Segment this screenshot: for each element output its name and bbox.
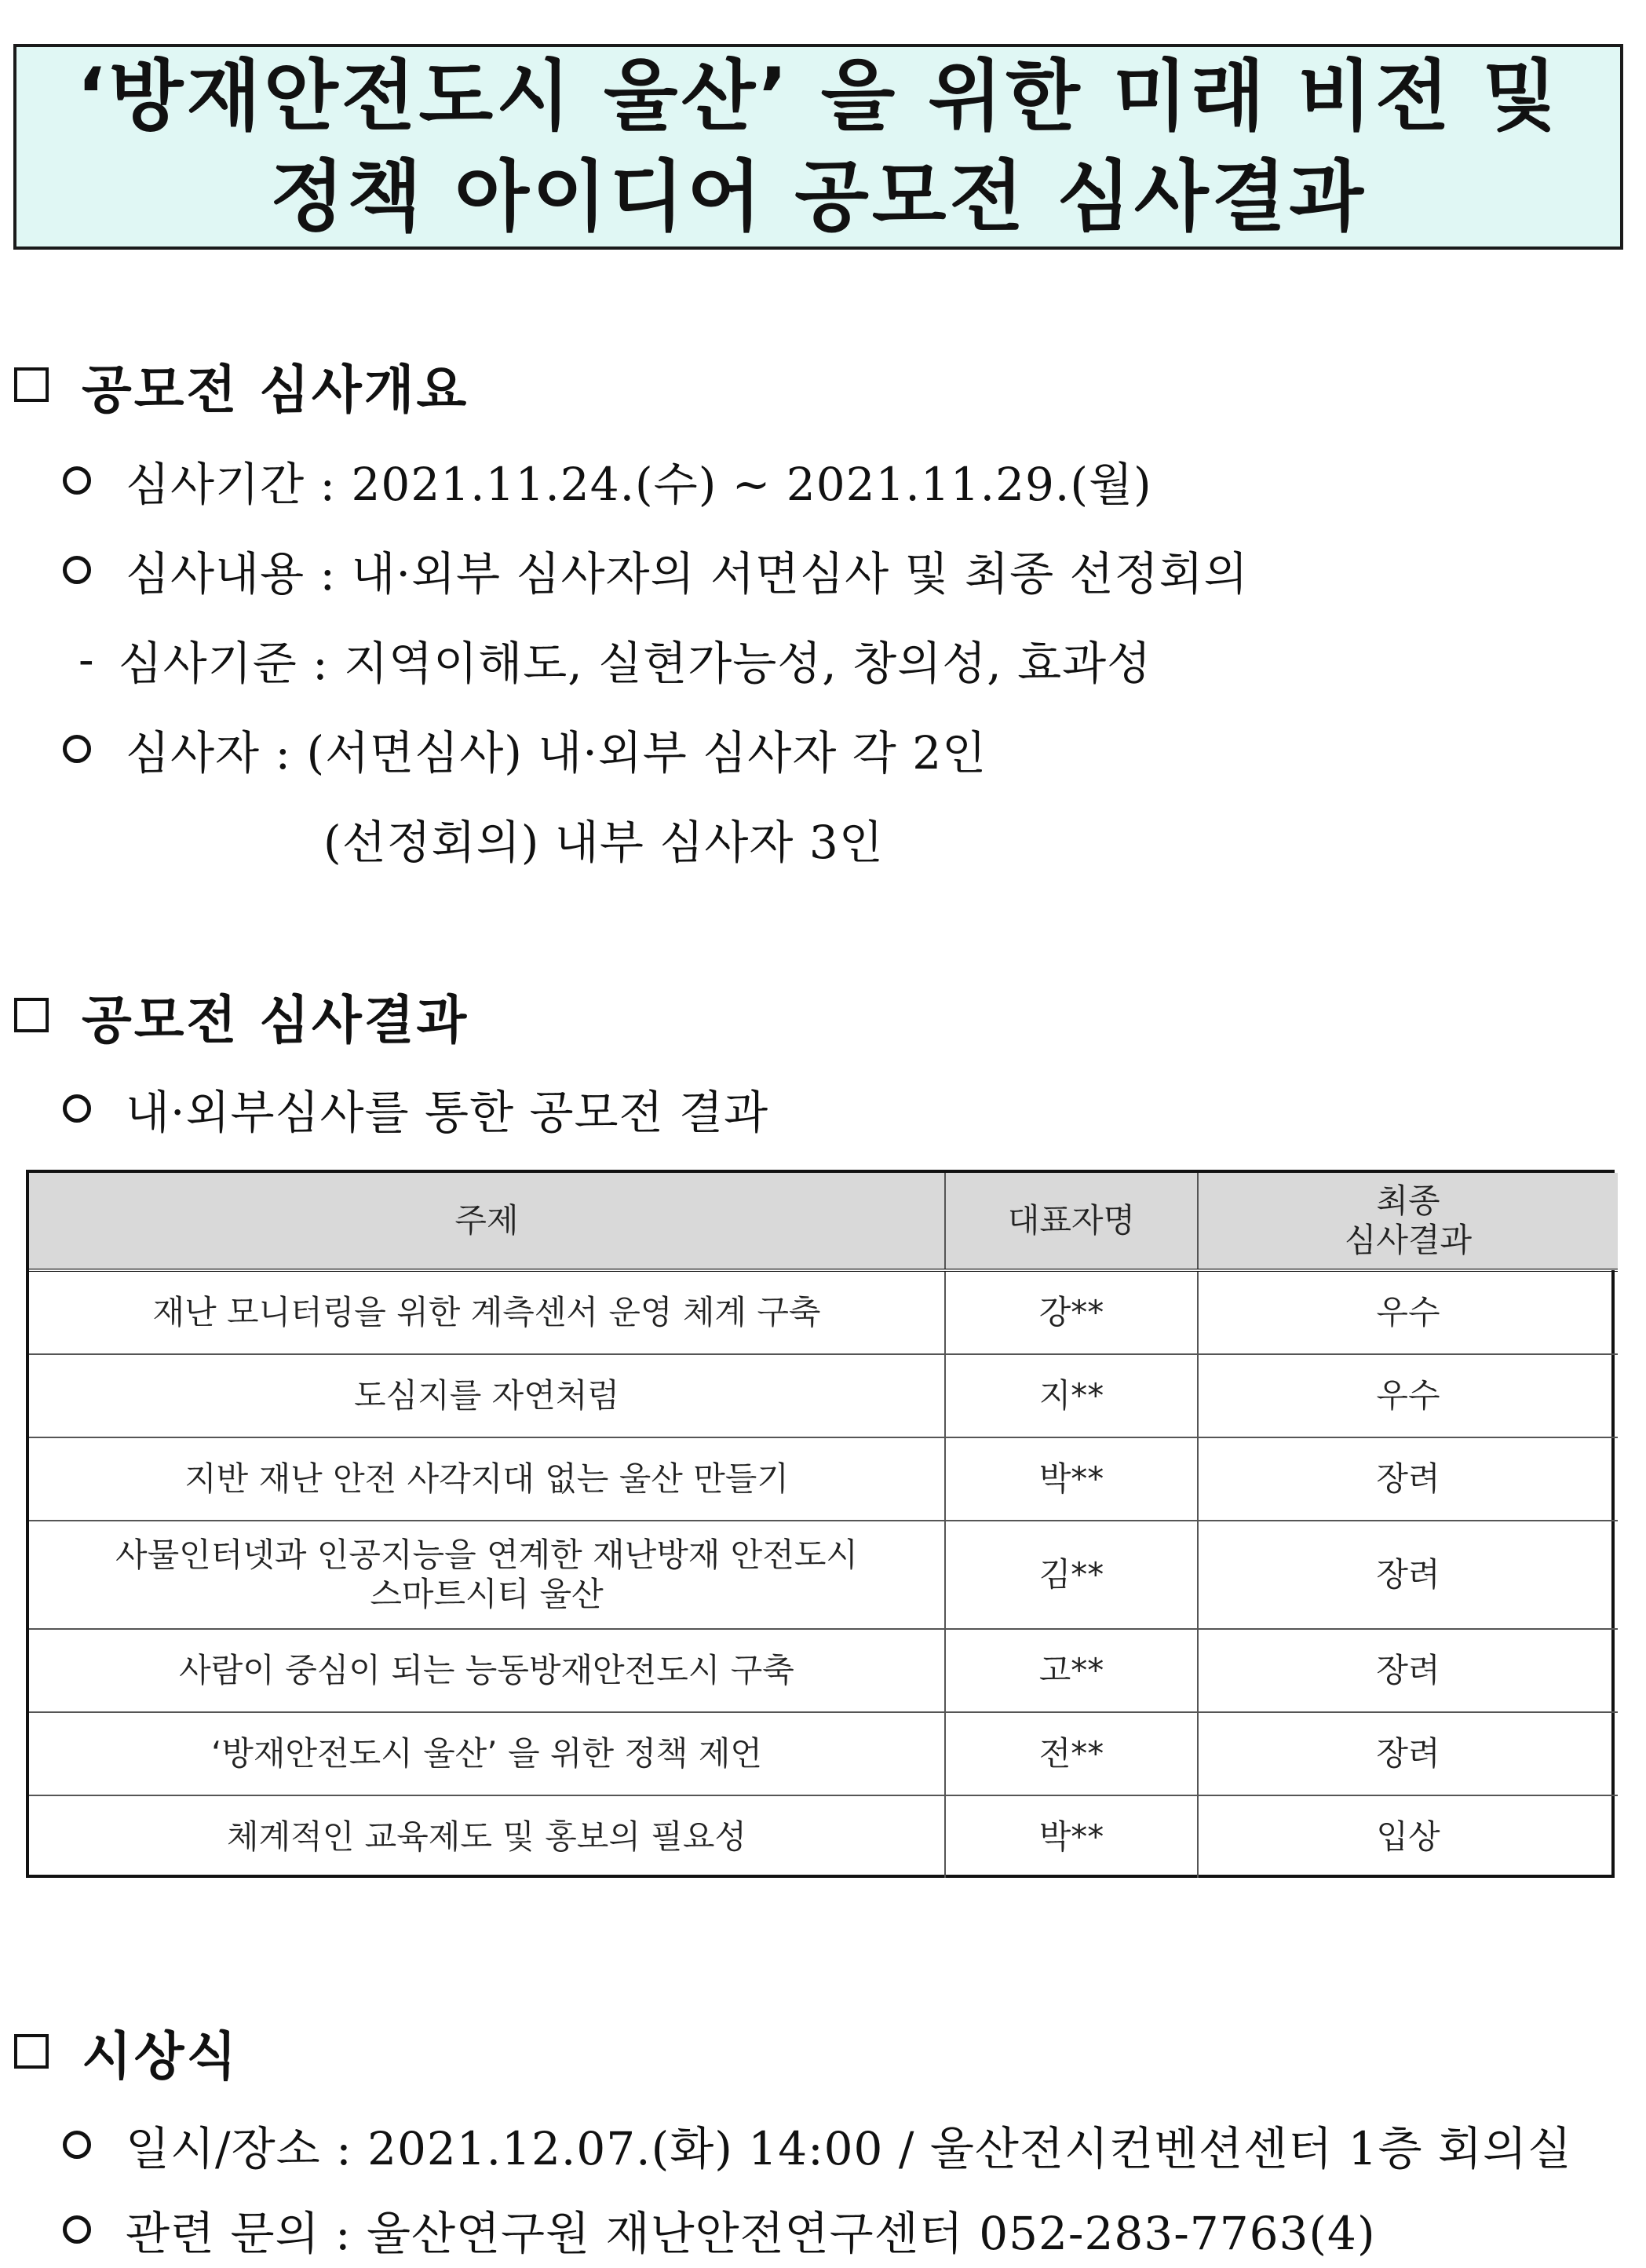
cell-name: 전** <box>945 1712 1198 1795</box>
circle-bullet-icon <box>63 735 91 763</box>
table-row <box>29 1629 1618 1712</box>
cell-name: 지** <box>945 1354 1198 1437</box>
cell-name: 강** <box>945 1270 1198 1354</box>
ceremony-datetime <box>63 2113 1572 2176</box>
circle-bullet-icon <box>63 556 91 584</box>
square-bullet-icon <box>14 2034 49 2069</box>
overview-judges <box>63 718 987 780</box>
ceremony-heading <box>14 2016 239 2087</box>
overview-content <box>63 539 1249 601</box>
results-heading-text: 공모전 심사결과 <box>82 989 469 1050</box>
results-table <box>26 1170 1615 1878</box>
cell-name: 박** <box>945 1795 1198 1878</box>
cell-topic: ‘방재안전도시 울산’ 을 위한 정책 제언 <box>29 1712 945 1795</box>
cell-topic <box>29 1521 945 1629</box>
cell-name: 김** <box>945 1521 1198 1629</box>
overview-judges-cont-text: (선정회의) 내부 심사자 3인 <box>323 816 884 869</box>
cell-result: 우수 <box>1198 1270 1618 1354</box>
results-heading <box>14 980 469 1050</box>
page-title-line-1: ‘방재안전도시 울산’ 을 위한 미래 비전 및 <box>76 52 1560 141</box>
page-title-line-2: 정책 아이디어 공모전 심사결과 <box>269 152 1367 242</box>
ceremony-contact-text: 관련 문의 : 울산연구원 재난안전연구센터 052-283-7763(4) <box>126 2207 1376 2260</box>
circle-bullet-icon <box>63 466 91 495</box>
circle-bullet-icon <box>63 1094 91 1123</box>
table-row <box>29 1270 1618 1354</box>
table-row <box>29 1354 1618 1437</box>
results-intro <box>63 1077 768 1140</box>
ceremony-datetime-text: 일시/장소 : 2021.12.07.(화) 14:00 / 울산전시컨벤션센터 1층 회의실 <box>126 2122 1573 2175</box>
cell-topic: 도심지를 자연처럼 <box>29 1354 945 1437</box>
overview-period <box>63 449 1152 512</box>
cell-name: 박** <box>945 1437 1198 1521</box>
table-row <box>29 1712 1618 1795</box>
table-row <box>29 1521 1618 1629</box>
title-box <box>13 44 1623 250</box>
cell-result: 장려 <box>1198 1712 1618 1795</box>
cell-topic: 체계적인 교육제도 및 홍보의 필요성 <box>29 1795 945 1878</box>
table-header-row <box>29 1173 1618 1270</box>
cell-topic: 사람이 중심이 되는 능동방재안전도시 구축 <box>29 1629 945 1712</box>
overview-heading-text: 공모전 심사개요 <box>82 359 469 420</box>
header-result <box>1198 1173 1618 1270</box>
cell-topic-line-2: 스마트시티 울산 <box>370 1575 604 1613</box>
cell-result: 장려 <box>1198 1437 1618 1521</box>
overview-heading <box>14 349 469 420</box>
square-bullet-icon <box>14 367 49 402</box>
cell-topic: 지반 재난 안전 사각지대 없는 울산 만들기 <box>29 1437 945 1521</box>
overview-period-text: 심사기간 : 2021.11.24.(수) ~ 2021.11.29.(월) <box>126 458 1152 511</box>
overview-judges-cont <box>323 807 884 870</box>
results-intro-text: 내·외부심사를 통한 공모전 결과 <box>126 1086 769 1139</box>
dash-bullet: - <box>78 633 95 686</box>
cell-topic-line-1: 사물인터넷과 인공지능을 연계한 재난방재 안전도시 <box>115 1536 858 1574</box>
ceremony-heading-text: 시상식 <box>82 2025 239 2087</box>
cell-result: 장려 <box>1198 1521 1618 1629</box>
cell-result: 입상 <box>1198 1795 1618 1878</box>
overview-criteria <box>78 628 1151 691</box>
circle-bullet-icon <box>63 2131 91 2159</box>
header-name: 대표자명 <box>945 1173 1198 1270</box>
overview-judges-text: 심사자 : (서면심사) 내·외부 심사자 각 2인 <box>126 726 987 780</box>
cell-result: 우수 <box>1198 1354 1618 1437</box>
cell-result: 장려 <box>1198 1629 1618 1712</box>
header-result-line-1: 최종 <box>1376 1181 1440 1220</box>
overview-criteria-text: 심사기준 : 지역이해도, 실현가능성, 창의성, 효과성 <box>118 637 1152 690</box>
cell-topic: 재난 모니터링을 위한 계측센서 운영 체계 구축 <box>29 1270 945 1354</box>
square-bullet-icon <box>14 998 49 1032</box>
table-row <box>29 1795 1618 1878</box>
overview-content-text: 심사내용 : 내·외부 심사자의 서면심사 및 최종 선정회의 <box>126 547 1249 601</box>
table-row <box>29 1437 1618 1521</box>
circle-bullet-icon <box>63 2215 91 2244</box>
header-topic: 주제 <box>29 1173 945 1270</box>
ceremony-contact <box>63 2198 1376 2261</box>
cell-name: 고** <box>945 1629 1198 1712</box>
header-result-line-2: 심사결과 <box>1344 1221 1473 1259</box>
